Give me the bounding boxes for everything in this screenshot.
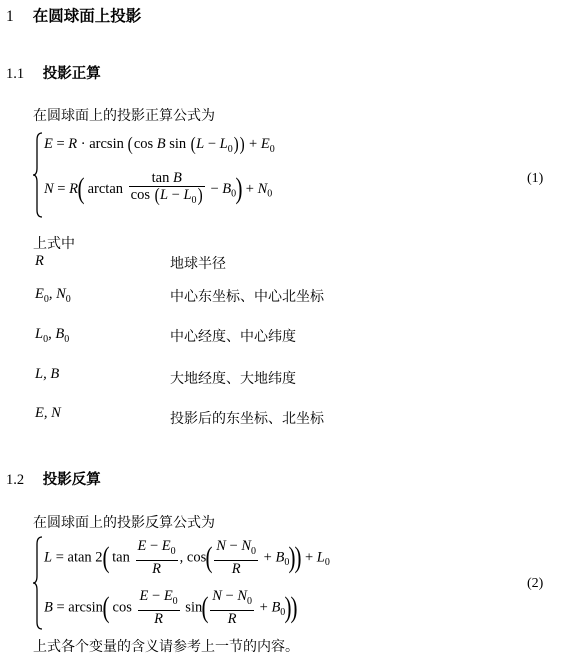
forward-equation-line2: N = R( arctan $\frac{\text{tan B}}{\cos (L - L_0)}$ − $B_0) + N_0$ bbox=[44, 170, 273, 206]
subsection-title-forward: 投影正算 bbox=[42, 66, 101, 82]
closing-note: 上式各个变量的含义请参考上一节的内容。 bbox=[33, 639, 299, 655]
inverse-equation-line1: L = atan 2( tan $\frac{E - E_0}{R}$ , cos( $\frac{N - N_0}{R}$ + $B_0)) + L_0$ bbox=[44, 538, 330, 577]
symbol-L-B-description: 大地经度、大地纬度 bbox=[170, 371, 296, 387]
symbol-table-intro: 上式中 bbox=[33, 236, 75, 252]
subsection-heading-forward bbox=[6, 62, 101, 83]
forward-brace bbox=[32, 132, 44, 218]
symbol-E-N: E, N bbox=[35, 405, 61, 421]
subsection-number-inverse: 1.2 bbox=[6, 472, 25, 488]
symbol-R-description: 地球半径 bbox=[170, 256, 226, 272]
section-number: 1 bbox=[6, 8, 14, 25]
symbol-R: R bbox=[35, 253, 44, 269]
forward-equation-number: (1) bbox=[527, 171, 544, 186]
subsection-heading-inverse bbox=[6, 468, 101, 489]
symbol-E0-N0: $E_0$, $N_0$ bbox=[35, 286, 71, 305]
inverse-brace bbox=[32, 536, 44, 630]
inverse-intro: 在圆球面上的投影反算公式为 bbox=[33, 515, 215, 531]
section-title: 在圆球面上投影 bbox=[32, 7, 142, 25]
symbol-E0-N0-description: 中心东坐标、中心北坐标 bbox=[170, 289, 324, 305]
forward-intro: 在圆球面上的投影正算公式为 bbox=[33, 108, 215, 124]
symbol-L-B: L, B bbox=[35, 366, 60, 382]
subsection-title-inverse: 投影反算 bbox=[42, 472, 101, 488]
subsection-number-forward: 1.1 bbox=[6, 66, 25, 82]
section-heading bbox=[6, 4, 141, 26]
symbol-E-N-description: 投影后的东坐标、北坐标 bbox=[170, 411, 324, 427]
symbol-L0-B0-description: 中心经度、中心纬度 bbox=[170, 329, 296, 345]
inverse-equation-line2: B = arcsin( cos $\frac{E - E_0}{R}$ sin( $\frac{N - N_0}{R}$ + $B_0$)) bbox=[44, 588, 298, 627]
inverse-equation-number: (2) bbox=[527, 576, 544, 591]
forward-equation-line1: E = R · arcsin (cos B $\sin (L - L_0)) + E_0$ bbox=[44, 134, 275, 155]
symbol-L0-B0: $L_0$, $B_0$ bbox=[35, 326, 70, 345]
